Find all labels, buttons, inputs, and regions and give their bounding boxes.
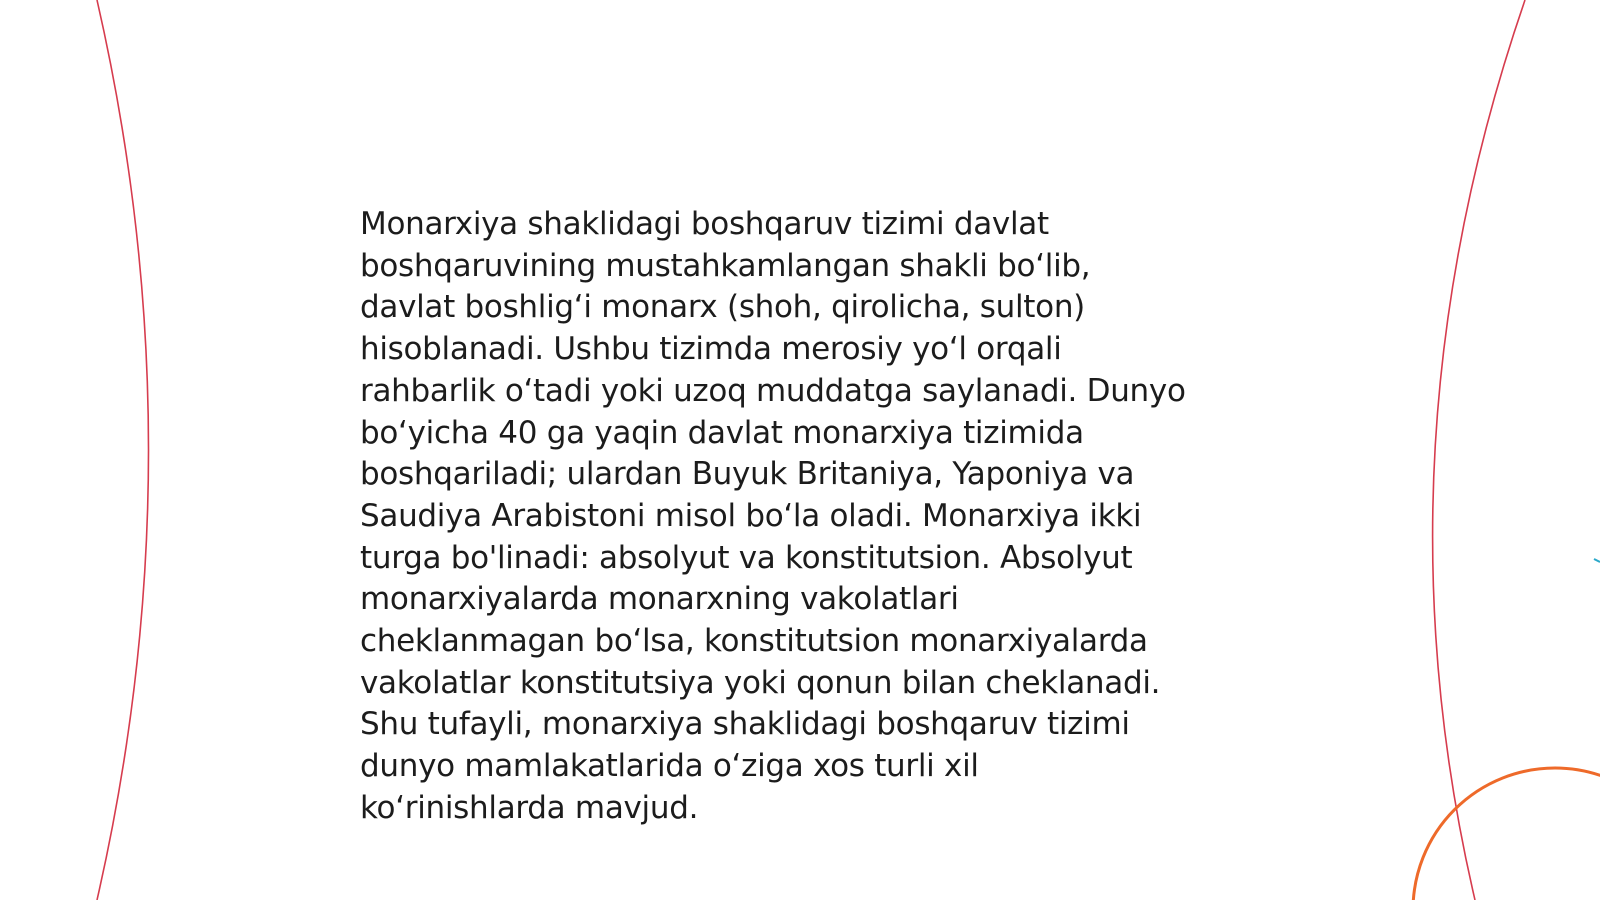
corner-circle-decoration xyxy=(1413,768,1600,900)
left-curve-decoration xyxy=(97,0,149,900)
body-paragraph: Monarxiya shaklidagi boshqaruv tizimi davlat boshqaruvining mustahkamlangan shakli bo‘lib, davlat boshlig‘i monarx (shoh, qirolicha, sulton) hisoblanadi. Ushbu tizimda merosiy yo‘l orqali rahbarlik o‘tadi yoki uzoq muddatga saylanadi. Dunyo bo‘yicha 40 ga yaqin davlat monarxiya tizimida boshqariladi; ulardan Buyuk Britaniya, Yaponiya va Saudiya Arabistoni misol bo‘la oladi. Monarxiya ikki turga bo'linadi: absolyut va konstitutsion. Absolyut monarxiyalarda monarxning vakolatlari cheklanmagan bo‘lsa, konstitutsion monarxiyalarda vakolatlar konstitutsiya yoki qonun bilan cheklanadi. Shu tufayli, monarxiya shaklidagi boshqaruv tizimi dunyo mamlakatlarida o‘ziga xos turli xil ko‘rinishlarda mavjud. xyxy=(360,206,1186,826)
right-curve-decoration xyxy=(1433,0,1525,900)
edge-accent-decoration xyxy=(1594,559,1600,562)
